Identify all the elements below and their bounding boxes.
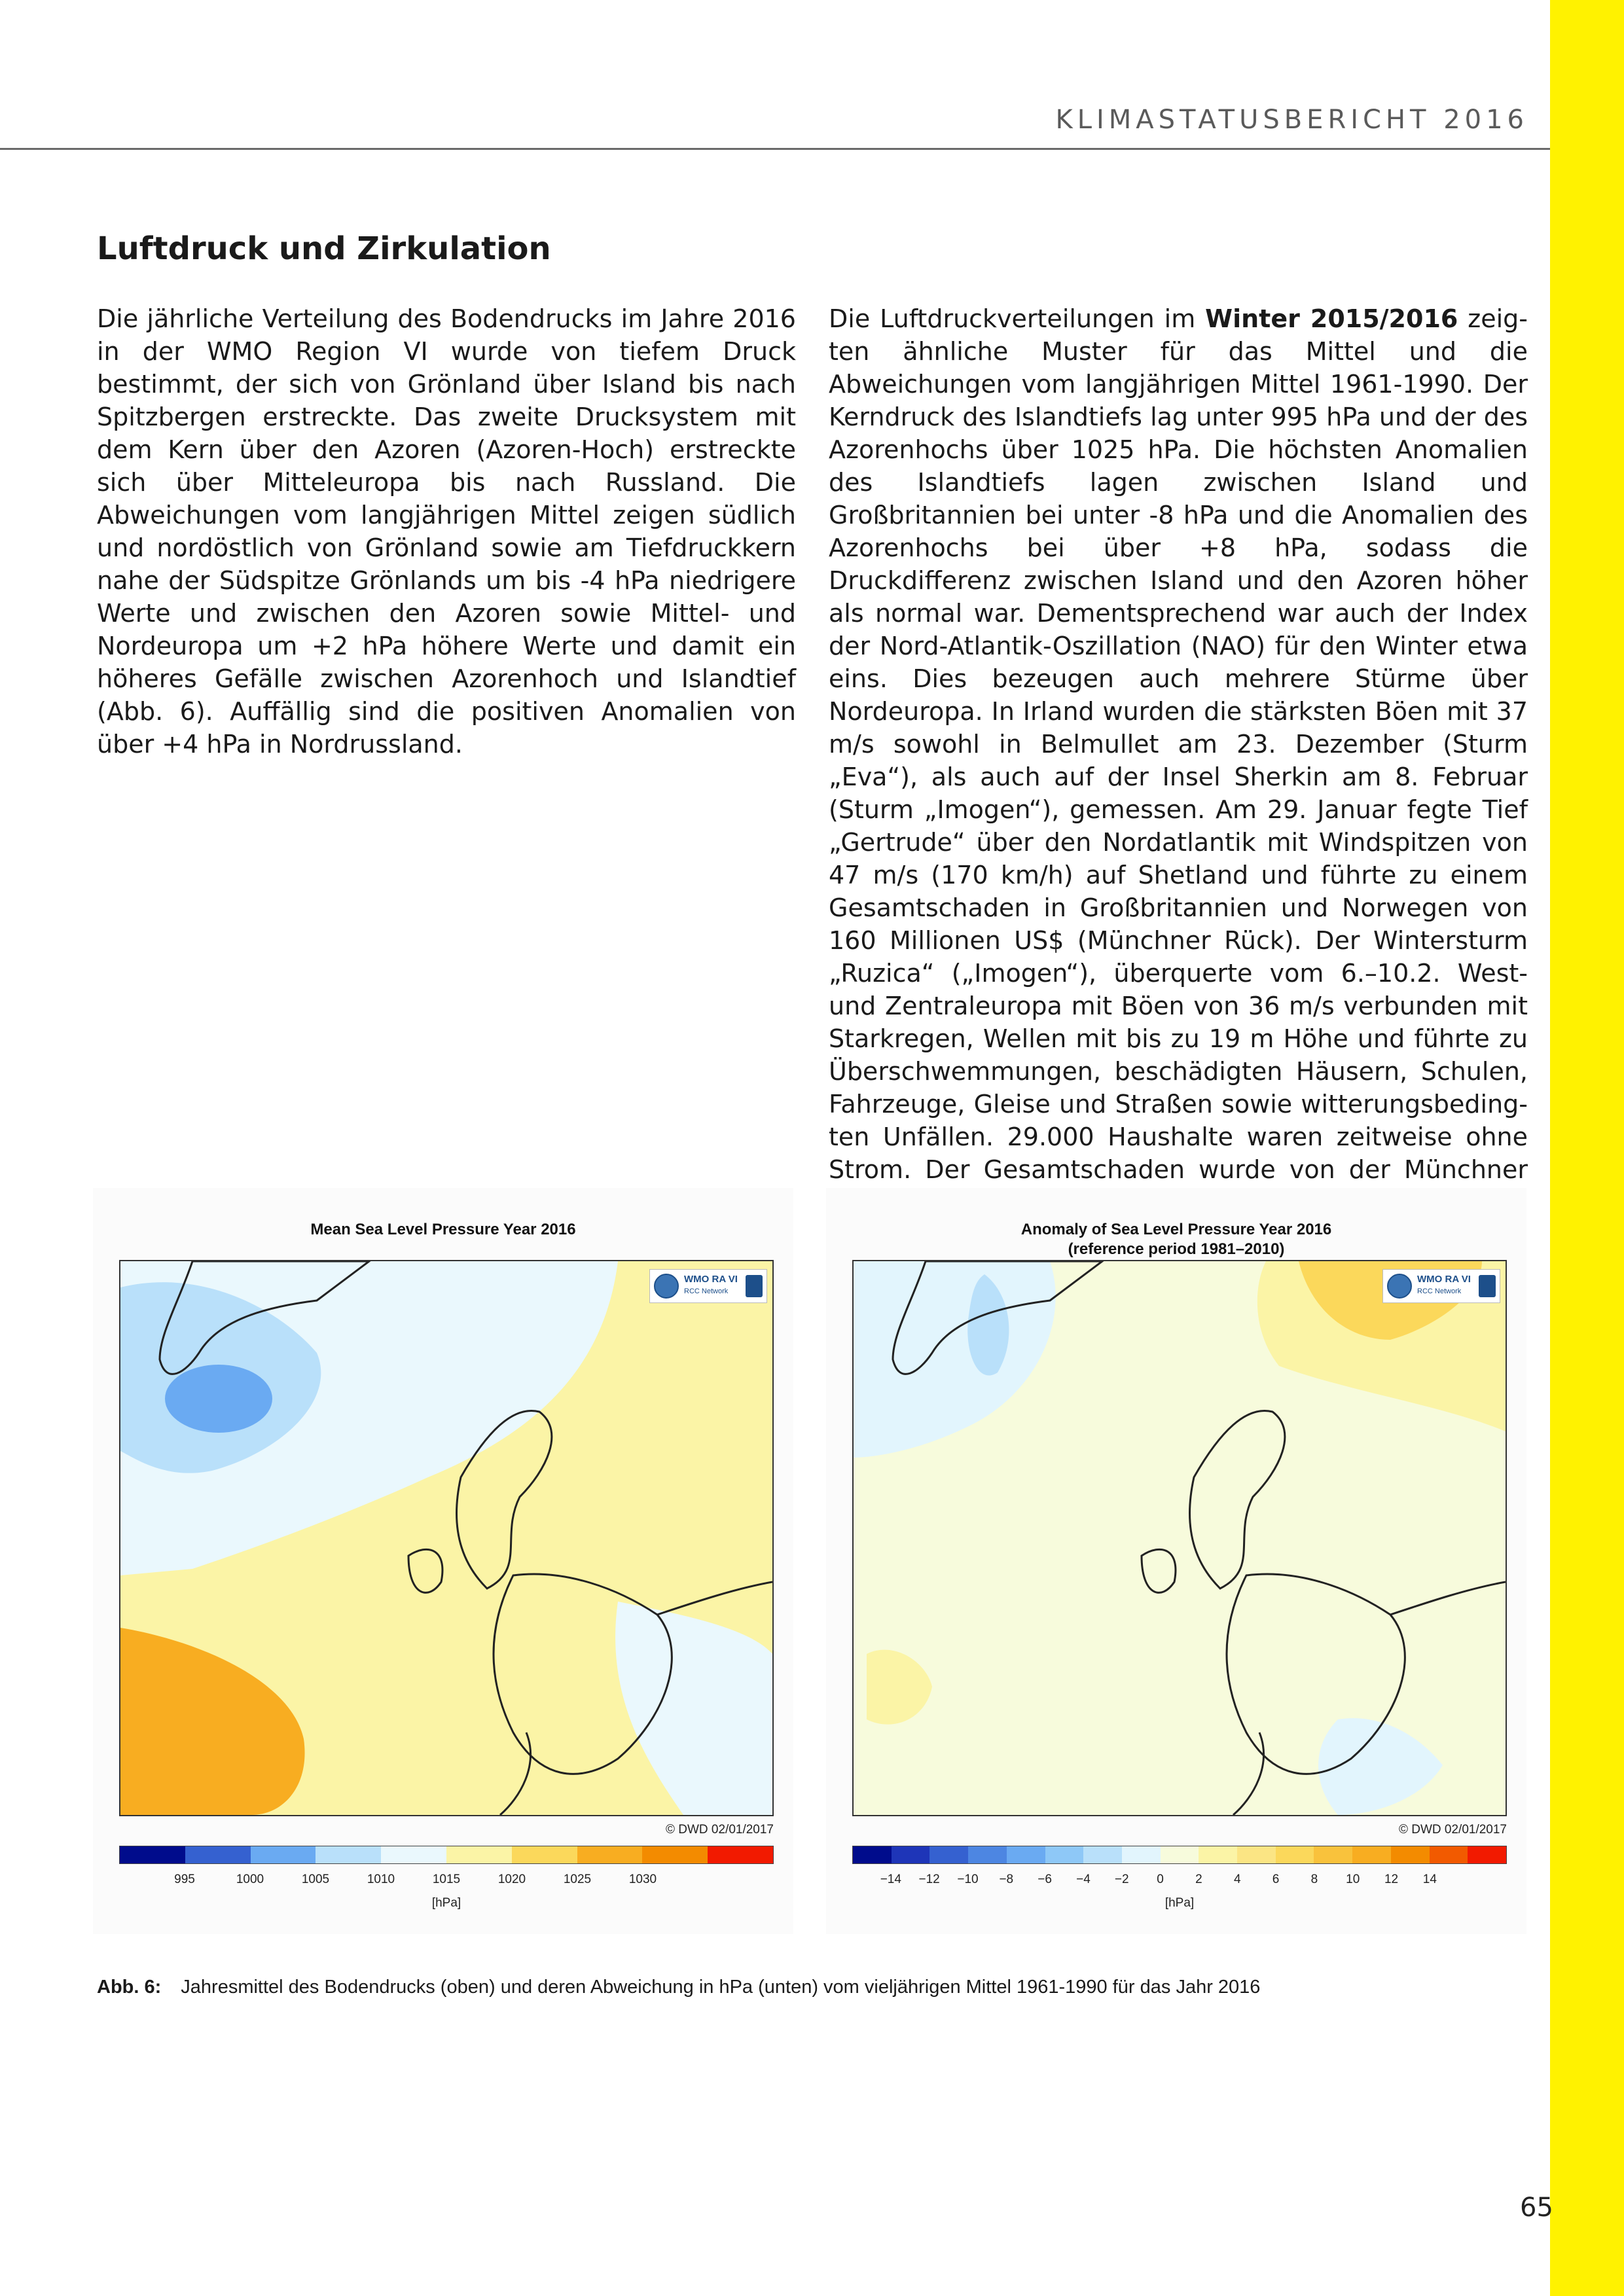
colorbar-segment: [120, 1846, 185, 1863]
colorbar-tick-label: 4: [1233, 1873, 1241, 1886]
colorbar-segment: [185, 1846, 251, 1863]
colorbar-tick-label: 10: [1346, 1873, 1360, 1886]
colorbar-segment: [1352, 1846, 1391, 1863]
colorbar-unit: [hPa]: [1164, 1896, 1195, 1910]
colorbar-segment: [1161, 1846, 1199, 1863]
colorbar-segment: [1045, 1846, 1084, 1863]
right-column-bold: Winter 2015/2016: [1205, 304, 1458, 333]
colorbar-tick-label: 0: [1157, 1873, 1164, 1886]
colorbar-tick-label: 1000: [236, 1873, 264, 1886]
colorbar-segment: [577, 1846, 643, 1863]
colorbar-ticks: [852, 1873, 1507, 1892]
colorbar-tick-label: −8: [999, 1873, 1014, 1886]
colorbar-unit: [hPa]: [431, 1896, 461, 1910]
logo-text-rcc: RCC Network: [1417, 1287, 1462, 1295]
colorbar: [119, 1846, 774, 1864]
colorbar-tick-label: −2: [1114, 1873, 1129, 1886]
colorbar-segment: [1391, 1846, 1430, 1863]
colorbar-tick-label: 12: [1384, 1873, 1399, 1886]
colorbar: [852, 1846, 1507, 1864]
wmo-rcc-logo: [1382, 1269, 1500, 1303]
colorbar-segment: [1083, 1846, 1122, 1863]
map-copyright: © DWD 02/01/2017: [665, 1823, 774, 1837]
right-column-text: [829, 302, 1528, 1219]
figure-subtitle: (reference period 1981–2010): [1068, 1240, 1285, 1258]
anomaly-map-graphic: [854, 1261, 1506, 1815]
colorbar-tick-label: −12: [918, 1873, 940, 1886]
logo-text-rcc: RCC Network: [684, 1287, 729, 1295]
left-column-text: Die jährliche Verteilung des Bodendrucks im Jahre 2016 in der WMO Region VI wurde von tiefem Druck bestimmt, der sich von Grönland über Island bis nach Spitzbergen erstreckte. Das zweite Drucksystem mit dem Kern über den Azoren (Azoren-Hoch) erstreckte sich über Mitteleuropa bis nach Russland. Die Abweichungen vom langjährigen Mittel zeigen südlich und nordöstlich von Grönland sowie am Tiefdruckkern nahe der Südspitze Grönlands um bis -4 hPa niedrigere Werte und zwischen den Azoren sowie Mittel- und Nordeuropa um +2 hPa höhere Werte und damit ein höheres Gefälle zwischen Azorenhoch und Islandtief (Abb. 6). Auffällig sind die positiven Anomalien von über +4 hPa in Nordrussland.: [97, 304, 796, 759]
colorbar-tick-label: 1015: [432, 1873, 461, 1886]
colorbar-segment: [251, 1846, 316, 1863]
figure-pressure-anomaly: [826, 1188, 1526, 1934]
pressure-map: [119, 1260, 774, 1816]
colorbar-ticks: [119, 1873, 774, 1892]
colorbar-segment: [1314, 1846, 1352, 1863]
colorbar-segment: [1199, 1846, 1237, 1863]
colorbar-tick-label: 2: [1195, 1873, 1202, 1886]
page-number: 65: [1520, 2193, 1553, 2223]
colorbar-segment: [853, 1846, 892, 1863]
colorbar-tick-label: 1005: [301, 1873, 330, 1886]
figure-caption: [97, 1977, 1260, 1998]
section-title: Luftdruck und Zirkulation: [97, 230, 551, 267]
figure-mean-pressure: [93, 1188, 793, 1934]
colorbar-segment: [642, 1846, 708, 1863]
rcc-mark-icon: [746, 1275, 763, 1297]
colorbar-tick-label: 6: [1272, 1873, 1280, 1886]
colorbar-segment: [1276, 1846, 1314, 1863]
wmo-rcc-logo: [649, 1269, 767, 1303]
colorbar-segment: [512, 1846, 577, 1863]
right-column-rest: zeigten ähnliche Muster für das Mittel und die Abweichungen vom langjährigen Mittel 1961-1990. Der Kerndruck des Islandtiefs lag unter 995 hPa und der des Azorenhochs über 1025 hPa. Die höchsten Anomalien des Islandtiefs lagen zwischen Island und Großbritannien bei unter -8 hPa und die Anomalien des Azorenhochs bei über +8 hPa, sodass die Druckdifferenz zwischen Island und den Azoren höher als normal war. Dementsprechend war auch der Index der Nord-Atlantik-Oszillation (NAO) für den Winter etwa eins. Dies bezeugen auch mehrere Stürme über Nordeuropa. In Irland wurden die stärksten Böen mit 37 m/s sowohl in Belmullet am 23. Dezember (Sturm „Eva“), als auch auf der Insel Sherkin am 8. Februar (Sturm „Imogen“), gemessen. Am 29. Januar fegte Tief „Gertrude“ über den Nordatlantik mit Windspitzen von 47 m/s (170 km/h) auf Shetland und führte zu einem Gesamtschaden in Großbritannien und Norwegen von 160 Millionen US$ (Münchner Rück). Der Wintersturm „Ruzica“ („Imogen“), überquerte vom 6.–10.2. West- und Zentraleuropa mit Böen von 36 m/s verbunden mit Starkregen, Wellen mit bis zu 19 m Höhe und führte zu Überschwemmungen, beschädigten Häusern, Schulen, Fahrzeuge, Gleise und Straßen sowie witterungsbedingten Unfällen. 29.000 Haushalte waren zeitweise ohne Strom. Der Gesamtschaden wurde von der Münchner: [829, 304, 1528, 1184]
colorbar-segment: [381, 1846, 446, 1863]
colorbar-segment: [1122, 1846, 1161, 1863]
colorbar-tick-label: 995: [174, 1873, 195, 1886]
caption-label: Abb. 6:: [97, 1977, 162, 1998]
colorbar-segment: [316, 1846, 381, 1863]
right-column-intro: Die Luftdruckverteilungen im: [829, 304, 1206, 333]
colorbar-tick-label: −6: [1038, 1873, 1052, 1886]
running-head: KLIMASTATUSBERICHT 2016: [1055, 105, 1528, 135]
rcc-mark-icon: [1479, 1275, 1496, 1297]
logo-text-wmo: WMO RA VI: [684, 1274, 738, 1285]
colorbar-tick-label: 1020: [497, 1873, 526, 1886]
colorbar-tick-label: 14: [1422, 1873, 1437, 1886]
colorbar-segment: [1237, 1846, 1276, 1863]
globe-icon: [654, 1274, 679, 1299]
colorbar-segment: [1468, 1846, 1506, 1863]
colorbar-tick-label: −10: [957, 1873, 979, 1886]
colorbar-tick-label: −4: [1076, 1873, 1091, 1886]
colorbar-tick-label: −14: [880, 1873, 901, 1886]
colorbar-segment: [892, 1846, 930, 1863]
colorbar-segment: [708, 1846, 773, 1863]
figure-title: Mean Sea Level Pressure Year 2016: [310, 1221, 576, 1238]
colorbar-tick-label: 1025: [563, 1873, 592, 1886]
colorbar-tick-label: 8: [1310, 1873, 1318, 1886]
colorbar-segment: [968, 1846, 1007, 1863]
caption-text: Jahresmittel des Bodendrucks (oben) und deren Abweichung in hPa (unten) vom vieljährigen Mittel 1961-1990 für das Jahr 2016: [181, 1977, 1261, 1998]
colorbar-tick-label: 1030: [628, 1873, 657, 1886]
logo-text-wmo: WMO RA VI: [1417, 1274, 1471, 1285]
colorbar-segment: [446, 1846, 512, 1863]
anomaly-map: [852, 1260, 1507, 1816]
colorbar-tick-label: 1010: [367, 1873, 395, 1886]
pressure-map-graphic: [120, 1261, 772, 1815]
map-copyright: © DWD 02/01/2017: [1398, 1823, 1507, 1837]
colorbar-segment: [1430, 1846, 1468, 1863]
colorbar-segment: [929, 1846, 968, 1863]
yellow-margin-bar: [1550, 0, 1624, 2296]
header-rule: [0, 148, 1550, 150]
figure-title: Anomaly of Sea Level Pressure Year 2016: [1020, 1221, 1332, 1238]
colorbar-segment: [1007, 1846, 1045, 1863]
globe-icon: [1387, 1274, 1412, 1299]
